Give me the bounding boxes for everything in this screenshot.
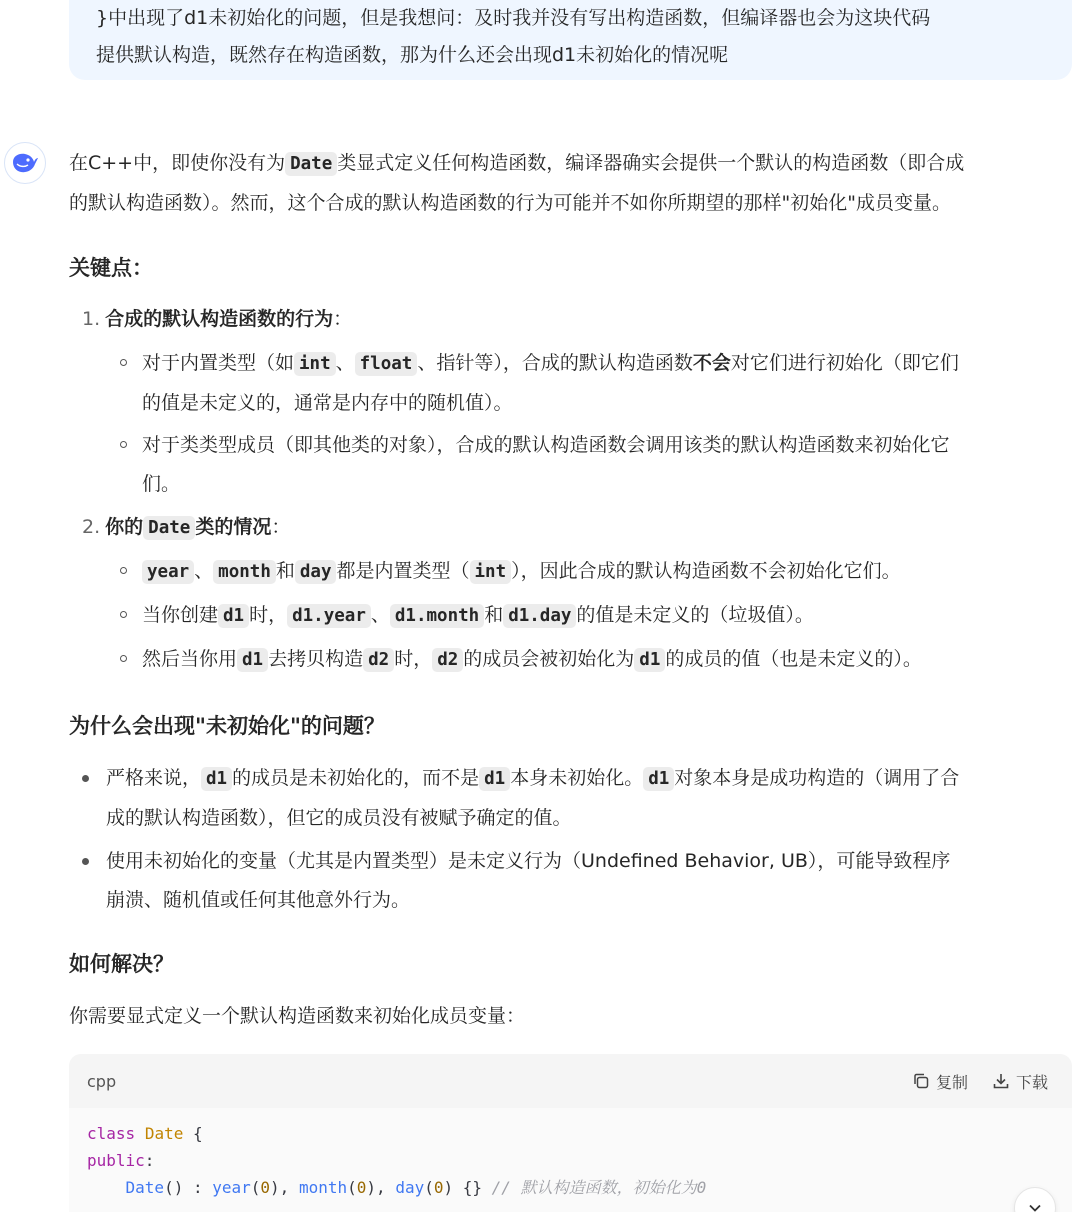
sub-list-item [120,596,1072,636]
inline-code: d1.month [390,604,484,628]
code-language-label: cpp [87,1071,117,1091]
inline-code: d1.day [503,604,576,628]
strong-text: 不会 [692,352,731,374]
bullet-item [82,842,1072,920]
ordered-item-1 [82,300,352,339]
intro-text: 在C++中，即使你没有为 [69,152,286,174]
copy-icon [912,1072,930,1090]
code-function: Date [125,1178,165,1197]
code-text: ( [347,1178,357,1197]
text: 对象本身是成功构造的（调用了合 [674,767,960,789]
intro-paragraph [69,144,1072,223]
text: 和 [484,604,504,626]
user-message-bubble [69,0,1072,80]
hollow-bullet [120,441,127,448]
intro-text: 类显式定义任何构造函数，编译器确实会提供一个默认的构造函数（即合成 [337,152,965,174]
inline-code: d1 [237,648,268,672]
filled-bullet [82,858,89,865]
bullet-item [82,759,1072,838]
inline-code: month [213,560,276,584]
inline-code: day [295,560,337,584]
text: 严格来说， [106,767,202,789]
code-line [87,1147,1054,1174]
text: 崩溃、随机值或任何其他意外行为。 [106,889,411,911]
inline-code: d2 [432,648,463,672]
assistant-avatar [4,142,46,184]
heading-how-to-fix: 如何解决？ [69,952,174,976]
text: 、 [194,560,214,582]
inline-code: float [355,352,418,376]
code-text: ), [270,1178,299,1197]
text: 你需要显式定义一个默认构造函数来初始化成员变量： [69,1005,526,1027]
code-keyword: public [87,1151,145,1170]
text: 、 [335,352,355,374]
deepseek-whale-icon [11,152,39,174]
inline-code: d1 [218,604,249,628]
list-number: 2. [82,516,101,538]
inline-code: Date [285,152,337,176]
sub-list-item [120,344,1072,423]
item-colon: ： [333,308,353,330]
inline-code: int [294,352,336,376]
text: 都是内置类型（ [336,560,470,582]
hollow-bullet [120,567,127,574]
copy-button[interactable] [912,1070,968,1093]
sub-list-item [120,426,1072,504]
copy-label: 复制 [935,1072,968,1092]
text: 时， [249,604,288,626]
code-number: 0 [356,1178,367,1197]
code-text: : [144,1151,155,1170]
code-line [87,1120,1054,1147]
text: 成的默认构造函数），但它的成员没有被赋予确定的值。 [106,807,572,829]
code-text: ( [250,1178,261,1197]
filled-bullet [82,775,89,782]
inline-code: d2 [363,648,394,672]
text: ），因此合成的默认构造函数不会初始化它们。 [511,560,901,582]
text: 们。 [142,473,181,495]
sub-list-item [120,552,1072,592]
code-text: { [183,1124,203,1143]
item-colon: ： [271,516,291,538]
inline-code: d1 [643,767,674,791]
hollow-bullet [120,655,127,662]
hollow-bullet [120,611,127,618]
text: 对它们进行初始化（即它们 [730,352,959,374]
text: 时， [394,648,433,670]
code-body [69,1108,1072,1212]
text: 去拷贝构造 [268,648,364,670]
code-text: ), [366,1178,396,1197]
inline-code: year [142,560,194,584]
heading-why-uninitialized: 为什么会出现"未初始化"的问题？ [69,714,385,738]
code-type: Date [144,1124,184,1143]
ordered-item-2 [82,508,290,548]
chevron-down-icon [1026,1199,1044,1212]
inline-code: Date [143,516,195,540]
code-block-header [69,1054,1072,1108]
inline-code: d1 [634,648,665,672]
code-function: year [212,1178,251,1197]
code-number: 0 [433,1178,444,1197]
hollow-bullet [120,359,127,366]
text: 的成员会被初始化为 [463,648,635,670]
code-function: day [395,1178,425,1197]
text: 然后当你用 [142,648,238,670]
code-number: 0 [260,1178,271,1197]
text: 对于类类型成员（即其他类的对象），合成的默认构造函数会调用该类的默认构造函数来初始化它 [142,434,950,456]
item-label: 合成的默认构造函数的行为 [105,308,334,330]
text: 的值是未定义的，通常是内存中的随机值）。 [142,392,513,414]
text: 使用未初始化的变量（尤其是内置类型）是未定义行为（Undefined Behavior, UB），可能导致程序 [106,850,951,872]
text: 、 [370,604,390,626]
code-block [69,1054,1072,1212]
code-text: ) {} [443,1178,492,1197]
list-number: 1. [82,308,101,330]
inline-code: int [470,560,512,584]
download-icon [992,1072,1010,1090]
inline-code: d1 [479,767,510,791]
intro-text: 的默认构造函数）。然而，这个合成的默认构造函数的行为可能并不如你所期望的那样"初始化"成员变量。 [69,192,951,214]
code-keyword: class [87,1124,136,1143]
download-button[interactable] [992,1070,1048,1093]
code-comment: // 默认构造函数，初始化为0 [491,1178,707,1197]
code-line [87,1174,1054,1201]
download-label: 下载 [1015,1072,1048,1092]
text: 的值是未定义的（垃圾值）。 [576,604,814,626]
sub-list-item [120,640,1072,680]
fix-paragraph [69,997,1072,1036]
text: 当你创建 [142,604,219,626]
code-actions [912,1070,1048,1093]
user-message-line: 提供默认构造，既然存在构造函数，那为什么还会出现d1未初始化的情况呢 [96,44,729,66]
code-function: month [298,1178,348,1197]
item-label: 你的 [105,516,144,538]
item-label: 类的情况 [195,516,272,538]
text: 对于内置类型（如 [142,352,295,374]
text: 、指针等），合成的默认构造函数 [417,352,693,374]
text: 本身未初始化。 [510,767,644,789]
text: 和 [275,560,295,582]
heading-key-points: 关键点： [69,256,153,280]
code-text: ( [424,1178,434,1197]
text: 的成员是未初始化的，而不是 [232,767,480,789]
inline-code: d1 [201,767,232,791]
inline-code: d1.year [287,604,371,628]
code-text: () : [164,1178,213,1197]
user-message-line: }中出现了d1未初始化的问题，但是我想问：及时我并没有写出构造函数，但编译器也会为这块代码 [96,7,931,29]
text: 的成员的值（也是未定义的）。 [665,648,922,670]
